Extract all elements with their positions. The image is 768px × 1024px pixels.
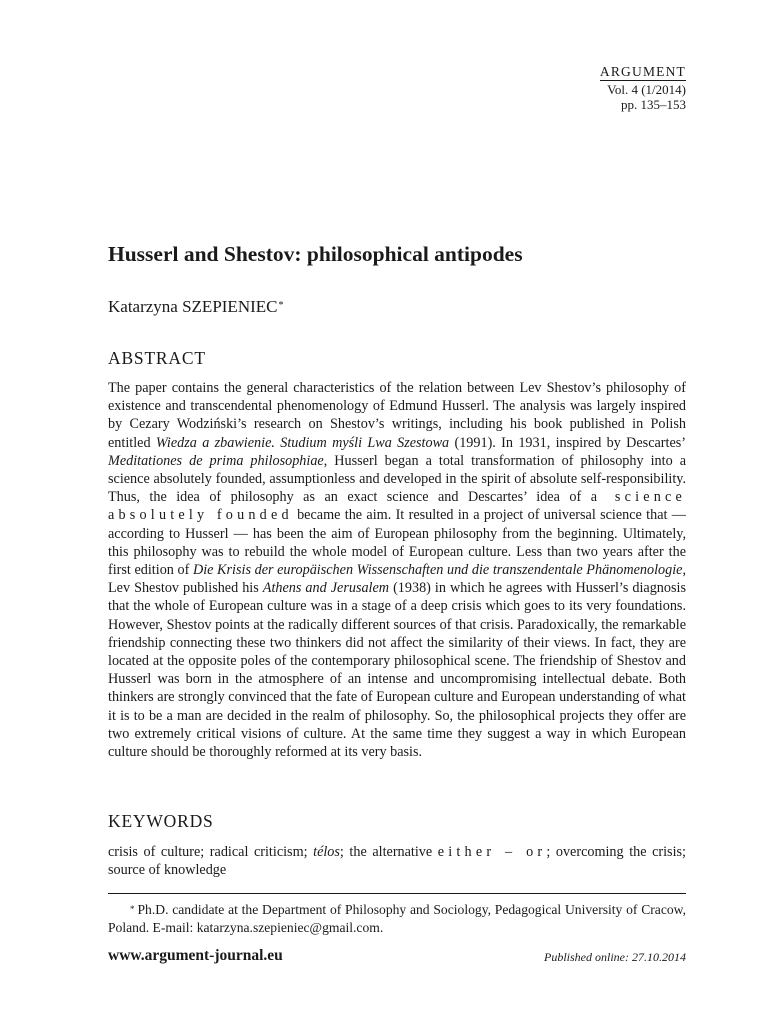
- journal-header: [486, 64, 686, 112]
- author-name-text: Katarzyna SZEPIENIEC: [108, 297, 278, 316]
- keywords-heading: KEYWORDS: [108, 811, 214, 831]
- footnote: [108, 901, 686, 936]
- abstract-text-part: (1991). In 1931, inspired by Descartes’: [449, 434, 686, 451]
- keyword-part: ; overcoming the crisis; source of knowledge: [108, 844, 686, 879]
- journal-volume: Vol. 4 (1/2014): [607, 82, 686, 97]
- book-title-krisis: Die Krisis der europäischen Wissenschaften und die transzendentale Phänomenologie: [192, 562, 683, 579]
- keyword-part: ; the alternative: [339, 844, 438, 860]
- keyword-either-or: either – or: [437, 844, 547, 860]
- journal-name: ARGUMENT: [599, 64, 686, 79]
- abstract-heading: ABSTRACT: [108, 348, 206, 368]
- abstract-text-part: (1938) in which he agrees with Husserl’s diagnosis that the whole of European culture was in a stage of a deep crisis which goes to its very foundations. However, Shestov points at the radically different sources of that crisis. Paradoxically, the remarkable friendship connecting these two thinkers did not affect the similarity of their views. In fact, they are located at the opposite poles of the contemporary philosophical scene. The friendship of Shestov and Husserl was born in the atmosphere of an intense and uncompromising intellectual debate. Both thinkers are strongly convinced that the fate of European culture and European understanding of what it is to be a man are decided in the realm of philosophy. So, the philosophical projects they offer are two extremely critical visions of culture. At the same time they suggest a way in which European culture should be thoroughly reformed at its very basis.: [108, 580, 686, 761]
- abstract-text-part: became the aim. It resulted in a project of universal science that — according to Husserl — has been the aim of European philosophy from the beginning. Ultimately, this philosophy was to rebuild the whole model of European culture. Less than two years after the first edition of: [108, 507, 686, 579]
- keyword-part: crisis of culture; radical criticism;: [108, 844, 314, 860]
- keywords-text: [108, 843, 686, 879]
- journal-pages: pp. 135–153: [621, 97, 686, 112]
- spaced-emphasis: a science absolutely founded: [108, 489, 687, 524]
- book-title-meditationes: Meditationes de prima philosophiae: [108, 452, 324, 469]
- abstract-text-part: The paper contains the general characteristics of the relation between Lev Shestov’s philosophy of existence and transcendental phenomenology of Edmund Husserl. The analysis was largely inspired by Cezary Wodziński’s research on Shestov’s writings, including his book published in Polish entitled: [108, 380, 686, 451]
- journal-rule: [600, 80, 686, 81]
- article-title: Husserl and Shestov: philosophical antipodes: [108, 242, 523, 266]
- book-title-athens: Athens and Jerusalem: [262, 580, 390, 597]
- author-name: [108, 296, 283, 318]
- author-footnote-mark: *: [278, 300, 284, 311]
- journal-website-link[interactable]: www.argument-journal.eu: [108, 947, 283, 964]
- abstract-text: [108, 379, 686, 761]
- keyword-telos: télos: [313, 844, 340, 860]
- book-title-wiedza: Wiedza a zbawienie. Studium myśli Lwa Szestowa: [155, 434, 450, 451]
- footnote-mark: *: [130, 904, 135, 914]
- published-date: Published online: 27.10.2014: [544, 950, 686, 964]
- abstract-text-part: , Lev Shestov published his: [108, 562, 686, 597]
- footnote-text: Ph.D. candidate at the Department of Philosophy and Sociology, Pedagogical University of Cracow, Poland. E-mail: katarzyna.szepieniec@gmail.com.: [108, 902, 686, 935]
- footnote-divider: [108, 893, 686, 894]
- abstract-text-part: , Husserl began a total transformation of philosophy into a science absolutely founded, assumptionless and developed in the spirit of absolute self-responsibility. Thus, the idea of philosophy as an exact science and Descartes’ idea of: [108, 452, 686, 506]
